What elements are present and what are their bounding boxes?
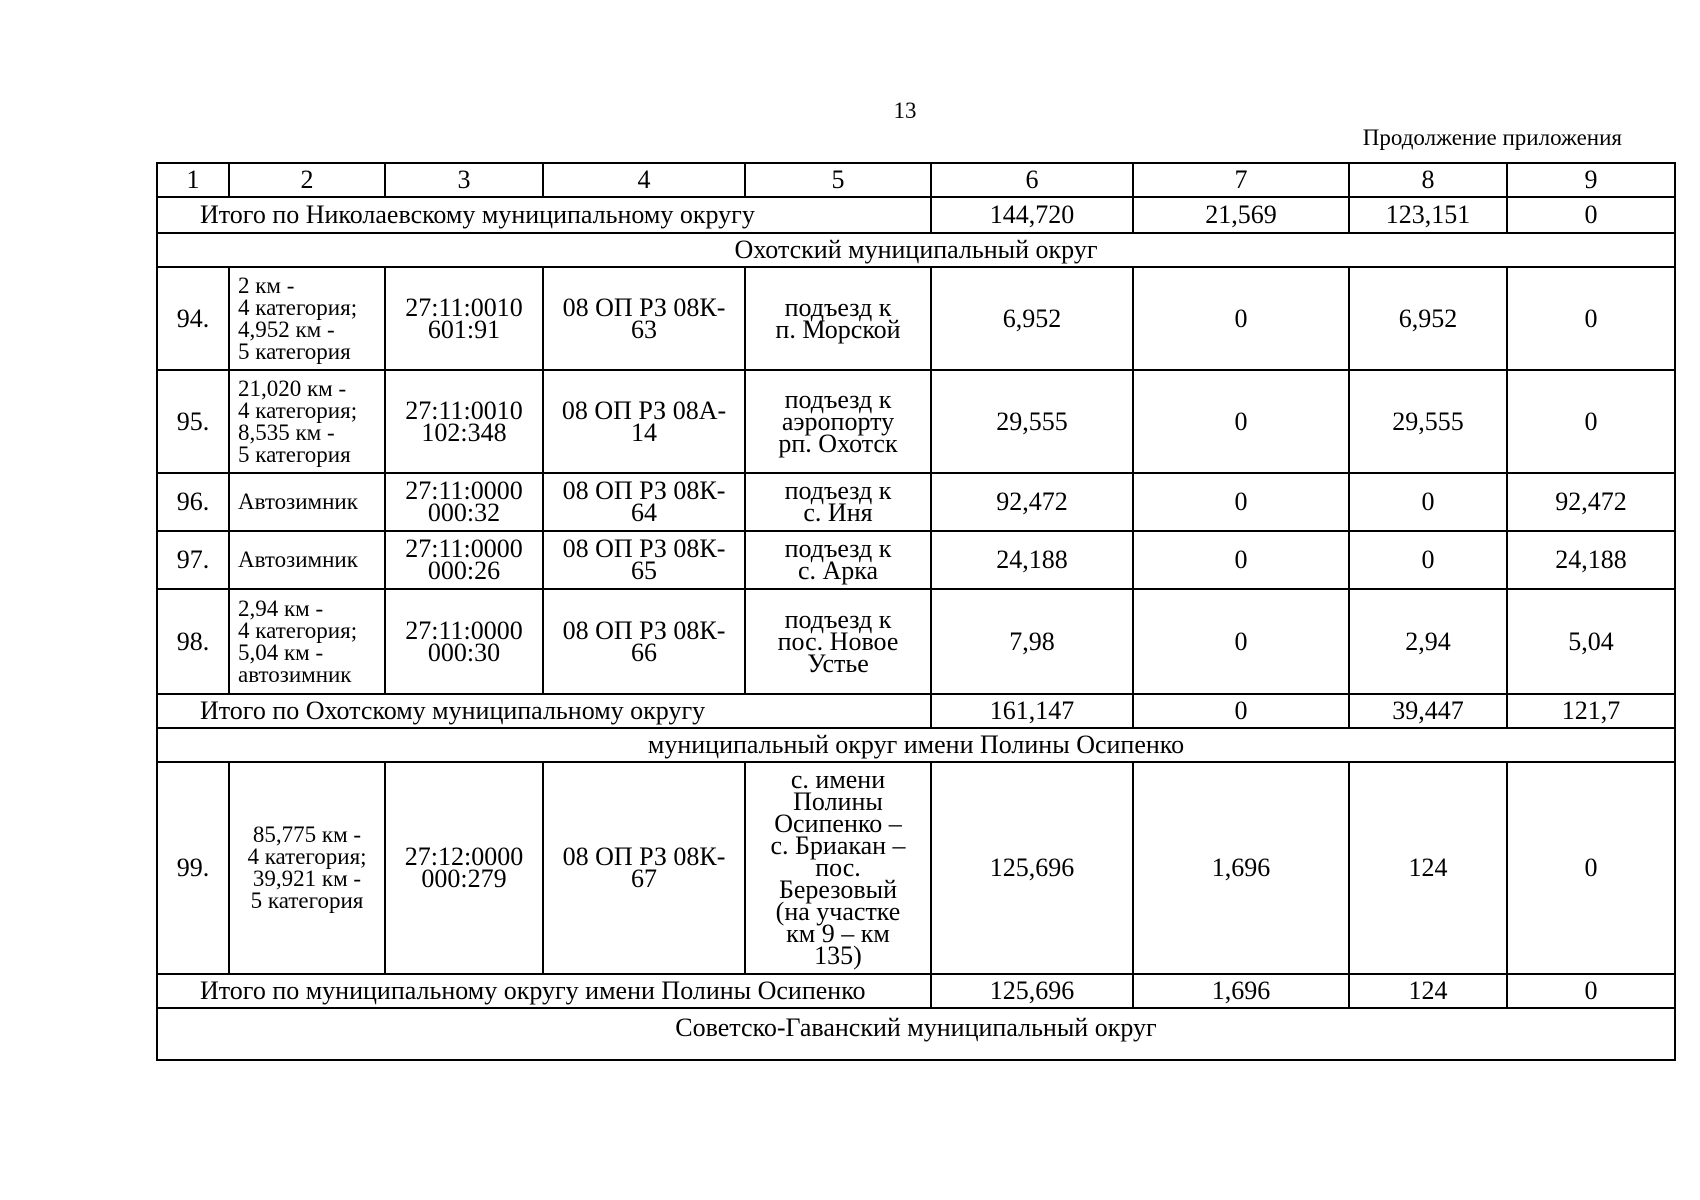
- cadastral-number: 27:11:0000 000:32: [385, 473, 543, 531]
- total-row: [157, 694, 1675, 728]
- header-row: [157, 163, 1675, 197]
- total-row: [157, 974, 1675, 1008]
- total-value: 161,147: [931, 694, 1133, 728]
- value-col7: 0: [1133, 370, 1349, 473]
- road-name: с. имени Полины Осипенко – с. Бриакан – пос. Березовый (на участке км 9 – км 135): [745, 762, 931, 974]
- road-code: 08 ОП РЗ 08К- 65: [543, 531, 745, 589]
- value-col9: 24,188: [1507, 531, 1675, 589]
- value-col8: 29,555: [1349, 370, 1507, 473]
- road-code: 08 ОП РЗ 08К- 66: [543, 589, 745, 694]
- road-code: 08 ОП РЗ 08К- 67: [543, 762, 745, 974]
- row-number: 99.: [157, 762, 229, 974]
- total-label: Итого по муниципальному округу имени Полины Осипенко: [157, 974, 931, 1008]
- cadastral-number: 27:11:0000 000:30: [385, 589, 543, 694]
- total-value: 0: [1133, 694, 1349, 728]
- road-code: 08 ОП РЗ 08К- 64: [543, 473, 745, 531]
- value-col8: 0: [1349, 473, 1507, 531]
- header-cell: 9: [1507, 163, 1675, 197]
- header-cell: 2: [229, 163, 385, 197]
- total-value: 0: [1507, 974, 1675, 1008]
- total-value: 21,569: [1133, 197, 1349, 233]
- road-code: 08 ОП РЗ 08А- 14: [543, 370, 745, 473]
- road-category: Автозимник: [229, 531, 385, 589]
- cadastral-number: 27:11:0010 601:91: [385, 267, 543, 370]
- section-heading: муниципальный округ имени Полины Осипенко: [157, 728, 1675, 762]
- row-number: 95.: [157, 370, 229, 473]
- page-number: 13: [893, 98, 917, 123]
- header-cell: 7: [1133, 163, 1349, 197]
- header-cell: 4: [543, 163, 745, 197]
- roads-table: [156, 162, 1676, 1061]
- header-cell: 3: [385, 163, 543, 197]
- header-cell: 1: [157, 163, 229, 197]
- value-col8: 124: [1349, 762, 1507, 974]
- road-category: 2 км - 4 категория; 4,952 км - 5 категория: [229, 267, 385, 370]
- row-number: 98.: [157, 589, 229, 694]
- road-category: 21,020 км - 4 категория; 8,535 км - 5 категория: [229, 370, 385, 473]
- total-value: 123,151: [1349, 197, 1507, 233]
- section-row: [157, 728, 1675, 762]
- table-row: [157, 267, 1675, 370]
- road-name: подъезд к с. Арка: [745, 531, 931, 589]
- road-category: Автозимник: [229, 473, 385, 531]
- section-row: [157, 1008, 1675, 1060]
- section-heading: Советско-Гаванский муниципальный округ: [157, 1008, 1675, 1060]
- total-value: 1,696: [1133, 974, 1349, 1008]
- value-col9: 5,04: [1507, 589, 1675, 694]
- road-name: подъезд к пос. Новое Устье: [745, 589, 931, 694]
- section-row: [157, 233, 1675, 267]
- value-col9: 0: [1507, 267, 1675, 370]
- header-cell: 5: [745, 163, 931, 197]
- row-number: 96.: [157, 473, 229, 531]
- cadastral-number: 27:11:0000 000:26: [385, 531, 543, 589]
- header-cell: 6: [931, 163, 1133, 197]
- value-col7: 0: [1133, 267, 1349, 370]
- value-col9: 92,472: [1507, 473, 1675, 531]
- continuation-label: Продолжение приложения: [1362, 125, 1622, 150]
- value-col6: 24,188: [931, 531, 1133, 589]
- value-col7: 0: [1133, 589, 1349, 694]
- value-col9: 0: [1507, 370, 1675, 473]
- value-col6: 92,472: [931, 473, 1133, 531]
- row-number: 97.: [157, 531, 229, 589]
- total-value: 121,7: [1507, 694, 1675, 728]
- value-col6: 7,98: [931, 589, 1133, 694]
- total-value: 144,720: [931, 197, 1133, 233]
- header-cell: 8: [1349, 163, 1507, 197]
- value-col8: 6,952: [1349, 267, 1507, 370]
- table-row: [157, 531, 1675, 589]
- value-col7: 0: [1133, 473, 1349, 531]
- table-row: [157, 589, 1675, 694]
- total-value: 0: [1507, 197, 1675, 233]
- value-col6: 125,696: [931, 762, 1133, 974]
- row-number: 94.: [157, 267, 229, 370]
- table-row: [157, 762, 1675, 974]
- cadastral-number: 27:11:0010 102:348: [385, 370, 543, 473]
- section-heading: Охотский муниципальный округ: [157, 233, 1675, 267]
- total-row: [157, 197, 1675, 233]
- cadastral-number: 27:12:0000 000:279: [385, 762, 543, 974]
- road-category: 2,94 км - 4 категория; 5,04 км - автозимник: [229, 589, 385, 694]
- road-category: 85,775 км - 4 категория; 39,921 км - 5 категория: [229, 762, 385, 974]
- total-value: 124: [1349, 974, 1507, 1008]
- value-col6: 6,952: [931, 267, 1133, 370]
- total-value: 125,696: [931, 974, 1133, 1008]
- road-name: подъезд к аэропорту рп. Охотск: [745, 370, 931, 473]
- total-value: 39,447: [1349, 694, 1507, 728]
- total-label: Итого по Николаевскому муниципальному округу: [157, 197, 931, 233]
- road-name: подъезд к с. Иня: [745, 473, 931, 531]
- table-row: [157, 370, 1675, 473]
- road-name: подъезд к п. Морской: [745, 267, 931, 370]
- road-code: 08 ОП РЗ 08К- 63: [543, 267, 745, 370]
- value-col7: 1,696: [1133, 762, 1349, 974]
- total-label: Итого по Охотскому муниципальному округу: [157, 694, 931, 728]
- value-col8: 2,94: [1349, 589, 1507, 694]
- table-row: [157, 473, 1675, 531]
- value-col7: 0: [1133, 531, 1349, 589]
- value-col9: 0: [1507, 762, 1675, 974]
- value-col6: 29,555: [931, 370, 1133, 473]
- value-col8: 0: [1349, 531, 1507, 589]
